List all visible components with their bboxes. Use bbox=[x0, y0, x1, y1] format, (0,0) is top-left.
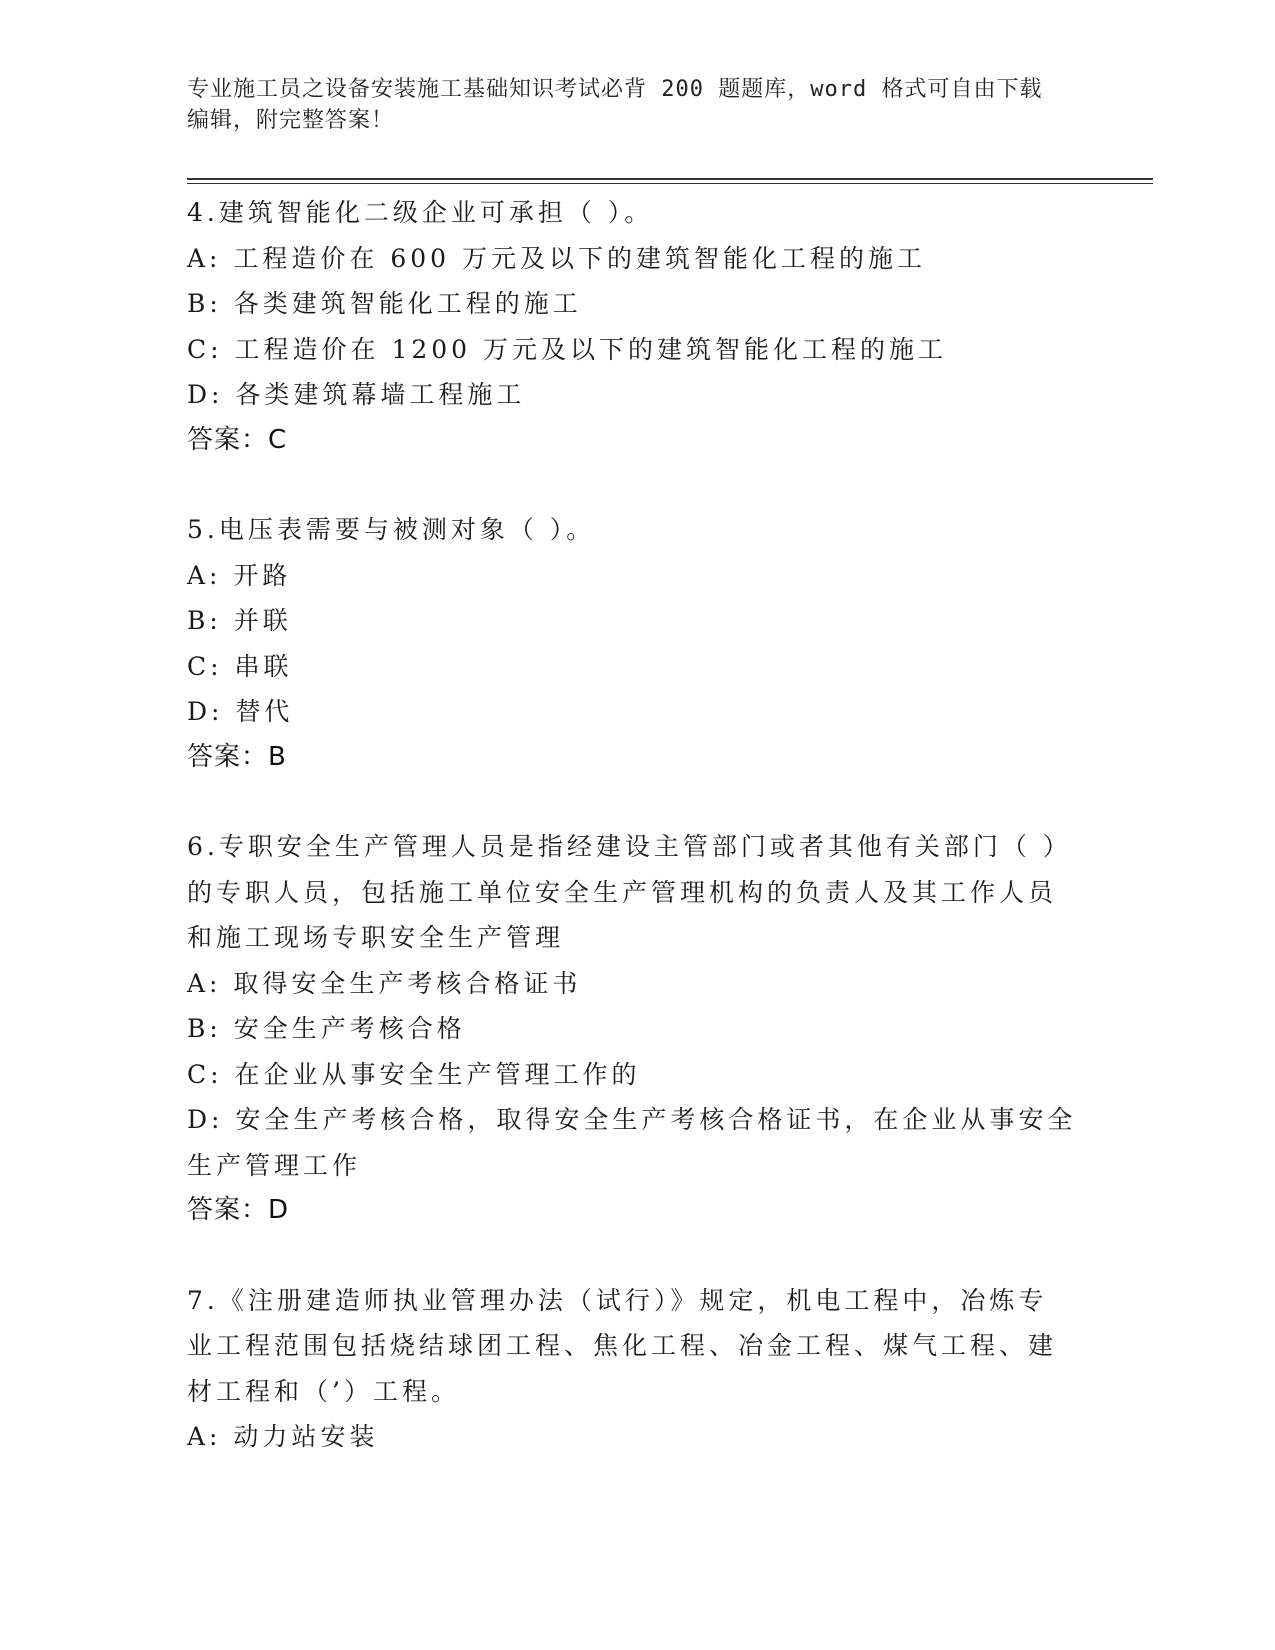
question-spacer bbox=[187, 1234, 1087, 1278]
option-a: A: 工程造价在 600 万元及以下的建筑智能化工程的施工 bbox=[187, 243, 927, 273]
question-stem-line: 业工程范围包括烧结球团工程、焦化工程、冶金工程、煤气工程、建 bbox=[187, 1331, 1058, 1360]
option-c: C: 在企业从事安全生产管理工作的 bbox=[187, 1059, 641, 1089]
question-7 bbox=[187, 1278, 1087, 1460]
option-c: C: 工程造价在 1200 万元及以下的建筑智能化工程的施工 bbox=[187, 334, 948, 364]
answer-label: 答案：D bbox=[187, 1195, 290, 1225]
option-d-line: D: 安全生产考核合格，取得安全生产考核合格证书，在企业从事安全 bbox=[187, 1105, 1077, 1134]
option-d: D: 替代 bbox=[187, 697, 294, 726]
question-list bbox=[187, 190, 1087, 1460]
option-d: D: 各类建筑幕墙工程施工 bbox=[187, 380, 526, 409]
document-header bbox=[187, 74, 1067, 136]
answer-label: 答案：C bbox=[187, 424, 288, 455]
question-5 bbox=[187, 507, 1087, 780]
question-6 bbox=[187, 824, 1087, 1234]
question-spacer bbox=[187, 463, 1087, 507]
question-stem-line: 和施工现场专职安全生产管理 bbox=[187, 923, 565, 952]
option-b: B: 各类建筑智能化工程的施工 bbox=[187, 289, 582, 318]
header-line-2: 编辑，附完整答案！ bbox=[187, 108, 395, 133]
question-4 bbox=[187, 190, 1087, 463]
option-b: B: 并联 bbox=[187, 606, 292, 635]
option-a: A: 开路 bbox=[187, 560, 292, 590]
answer-label: 答案：B bbox=[187, 741, 287, 772]
option-c: C: 串联 bbox=[187, 651, 293, 681]
question-stem: 5.电压表需要与被测对象（ ）。 bbox=[187, 515, 596, 544]
question-spacer bbox=[187, 780, 1087, 824]
header-divider-thin bbox=[187, 183, 1153, 184]
question-stem-line: 材工程和（’）工程。 bbox=[187, 1376, 460, 1406]
question-stem-line: 7.《注册建造师执业管理办法（试行）》规定，机电工程中，冶炼专 bbox=[187, 1285, 1048, 1315]
question-stem: 4.建筑智能化二级企业可承担（ ）。 bbox=[187, 198, 654, 227]
option-b: B: 安全生产考核合格 bbox=[187, 1014, 466, 1043]
option-d-line: 生产管理工作 bbox=[187, 1150, 362, 1180]
header-divider-thick bbox=[187, 178, 1153, 180]
option-a: A: 动力站安装 bbox=[187, 1422, 379, 1451]
option-a: A: 取得安全生产考核合格证书 bbox=[187, 968, 582, 998]
question-stem-line: 的专职人员，包括施工单位安全生产管理机构的负责人及其工作人员 bbox=[187, 877, 1058, 907]
question-stem-line: 6.专职安全生产管理人员是指经建设主管部门或者其他有关部门（ ） bbox=[187, 832, 1072, 861]
header-line-1: 专业施工员之设备安装施工基础知识考试必背 200 题题库，word 格式可自由下载 bbox=[187, 77, 1043, 102]
